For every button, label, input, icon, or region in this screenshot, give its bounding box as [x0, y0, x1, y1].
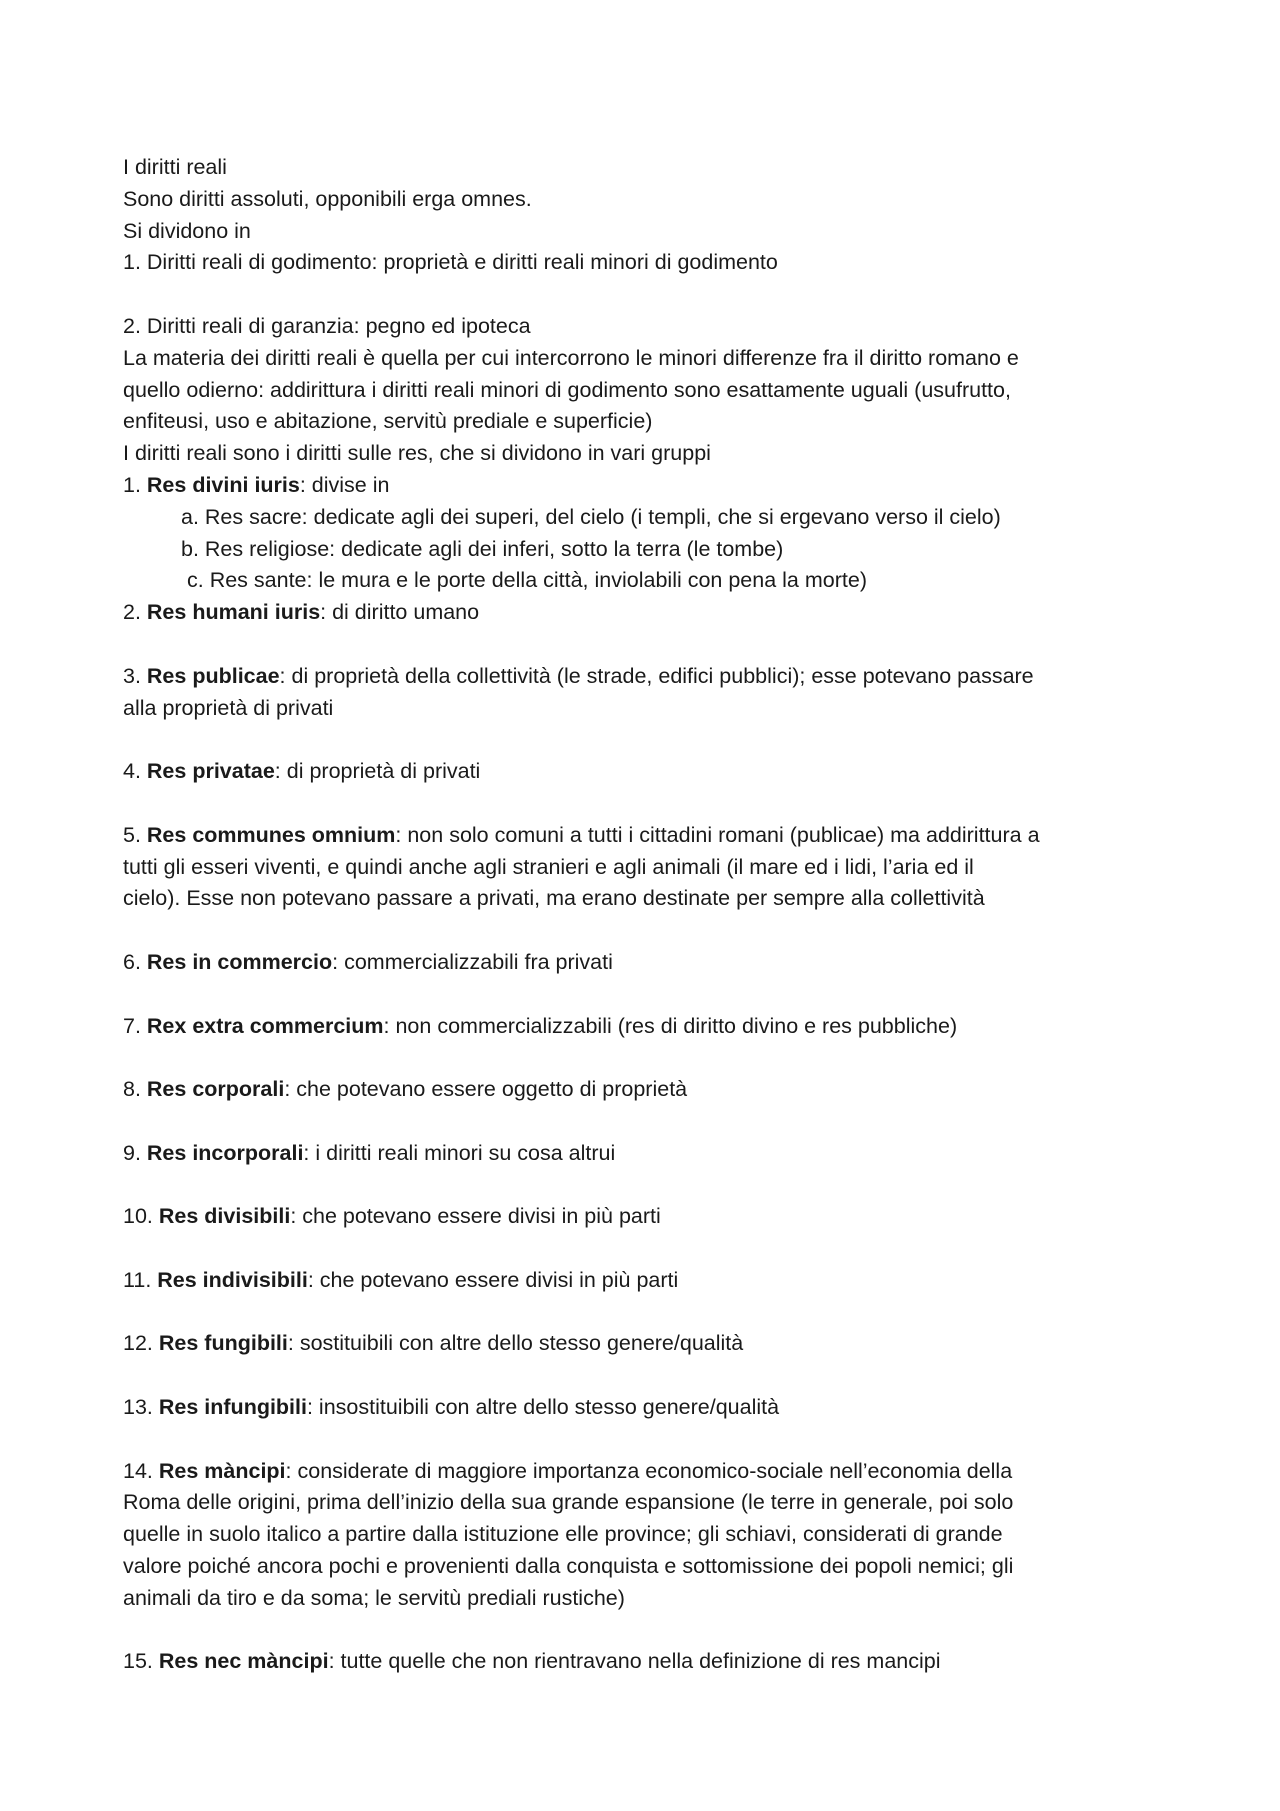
list-item-term: Res communes omnium [146, 822, 396, 847]
list-item: 15. Res nec màncipi: tutte quelle che non rientravano nella definizione di res mancipi [123, 1649, 941, 1674]
document-title: I diritti reali [123, 155, 227, 179]
list-item-term: Res fungibili [158, 1331, 288, 1356]
intro-line: Sono diritti assoluti, opponibili erga omnes. [123, 186, 532, 211]
list-item: 3. Res publicae: di proprietà della collettività (le strade, edifici pubblici); esse potevano passare [123, 663, 1034, 688]
list-item-term: Res divisibili [158, 1204, 291, 1229]
list-item-term: Res publicae [146, 663, 280, 688]
list-item-term: Res divini iuris [146, 472, 300, 497]
list-item: 7. Rex extra commercium: non commercializzabili (res di diritto divino e res pubbliche) [123, 1013, 958, 1038]
list-item: 10. Res divisibili: che potevano essere divisi in più parti [123, 1204, 661, 1229]
list-item-term: Res nec màncipi [158, 1649, 329, 1674]
list-item: 1. Res divini iuris: divise in [123, 472, 390, 497]
intro-line: Si dividono in [123, 218, 251, 243]
sub-list-item: b. Res religiose: dedicate agli dei inferi, sotto la terra (le tombe) [181, 536, 784, 561]
list-item: 4. Res privatae: di proprietà di privati [123, 759, 481, 784]
list-item: 5. Res communes omnium: non solo comuni a tutti i cittadini romani (publicae) ma addirittura a [123, 822, 1040, 847]
sub-list-item: c. Res sante: le mura e le porte della città, inviolabili con pena la morte) [187, 568, 867, 593]
list-item: 2. Res humani iuris: di diritto umano [123, 600, 480, 625]
list-item: 6. Res in commercio: commercializzabili fra privati [123, 949, 613, 974]
list-item-term: Res màncipi [158, 1458, 286, 1483]
list-item-continuation: tutti gli esseri viventi, e quindi anche agli stranieri e agli animali (il mare ed i lidi, l’aria ed il [123, 854, 974, 879]
list-item-continuation: Roma delle origini, prima dell’inizio della sua grande espansione (le terre in generale, poi solo [123, 1490, 1014, 1515]
list-item-continuation: animali da tiro e da soma; le servitù prediali rustiche) [123, 1585, 625, 1610]
list-item-continuation: quelle in suolo italico a partire dalla istituzione elle province; gli schiavi, considerati di grande [123, 1522, 1003, 1547]
list-item-continuation: cielo). Esse non potevano passare a privati, ma erano destinate per sempre alla collettività [123, 886, 985, 911]
list-item-term: Res indivisibili [157, 1267, 308, 1292]
list-item-term: Res corporali [146, 1077, 285, 1102]
paragraph-line: I diritti reali sono i diritti sulle res, che si dividono in vari gruppi [123, 441, 711, 466]
list-item-term: Res in commercio [146, 949, 333, 974]
list-item-term: Res humani iuris [146, 600, 321, 625]
list-item-term: Rex extra commercium [146, 1013, 384, 1038]
sub-list-item: a. Res sacre: dedicate agli dei superi, del cielo (i templi, che si ergevano verso il cielo) [181, 504, 1001, 529]
rights-type-garanzia: 2. Diritti reali di garanzia: pegno ed ipoteca [123, 313, 531, 338]
list-item-term: Res privatae [146, 759, 275, 784]
list-item: 8. Res corporali: che potevano essere oggetto di proprietà [123, 1077, 688, 1102]
list-item: 11. Res indivisibili: che potevano essere divisi in più parti [123, 1267, 679, 1292]
document-page [123, 152, 1163, 1678]
list-item-continuation: alla proprietà di privati [123, 695, 334, 720]
list-item: 9. Res incorporali: i diritti reali minori su cosa altrui [123, 1140, 616, 1165]
list-item: 14. Res màncipi: considerate di maggiore importanza economico-sociale nell’economia della [123, 1458, 1013, 1483]
list-item-term: Res infungibili [158, 1395, 307, 1420]
list-item: 13. Res infungibili: insostituibili con altre dello stesso genere/qualità [123, 1395, 780, 1420]
list-item-term: Res incorporali [146, 1140, 304, 1165]
list-item: 12. Res fungibili: sostituibili con altre dello stesso genere/qualità [123, 1331, 744, 1356]
paragraph-line: La materia dei diritti reali è quella per cui intercorrono le minori differenze fra il diritto romano e [123, 345, 1019, 370]
list-item-continuation: valore poiché ancora pochi e provenienti dalla conquista e sottomissione dei popoli nemici; gli [123, 1554, 1014, 1579]
paragraph-line: quello odierno: addirittura i diritti reali minori di godimento sono esattamente uguali (usufrutto, [123, 377, 1011, 402]
rights-type-godimento: 1. Diritti reali di godimento: proprietà e diritti reali minori di godimento [123, 250, 778, 275]
paragraph-line: enfiteusi, uso e abitazione, servitù prediale e superficie) [123, 409, 653, 434]
